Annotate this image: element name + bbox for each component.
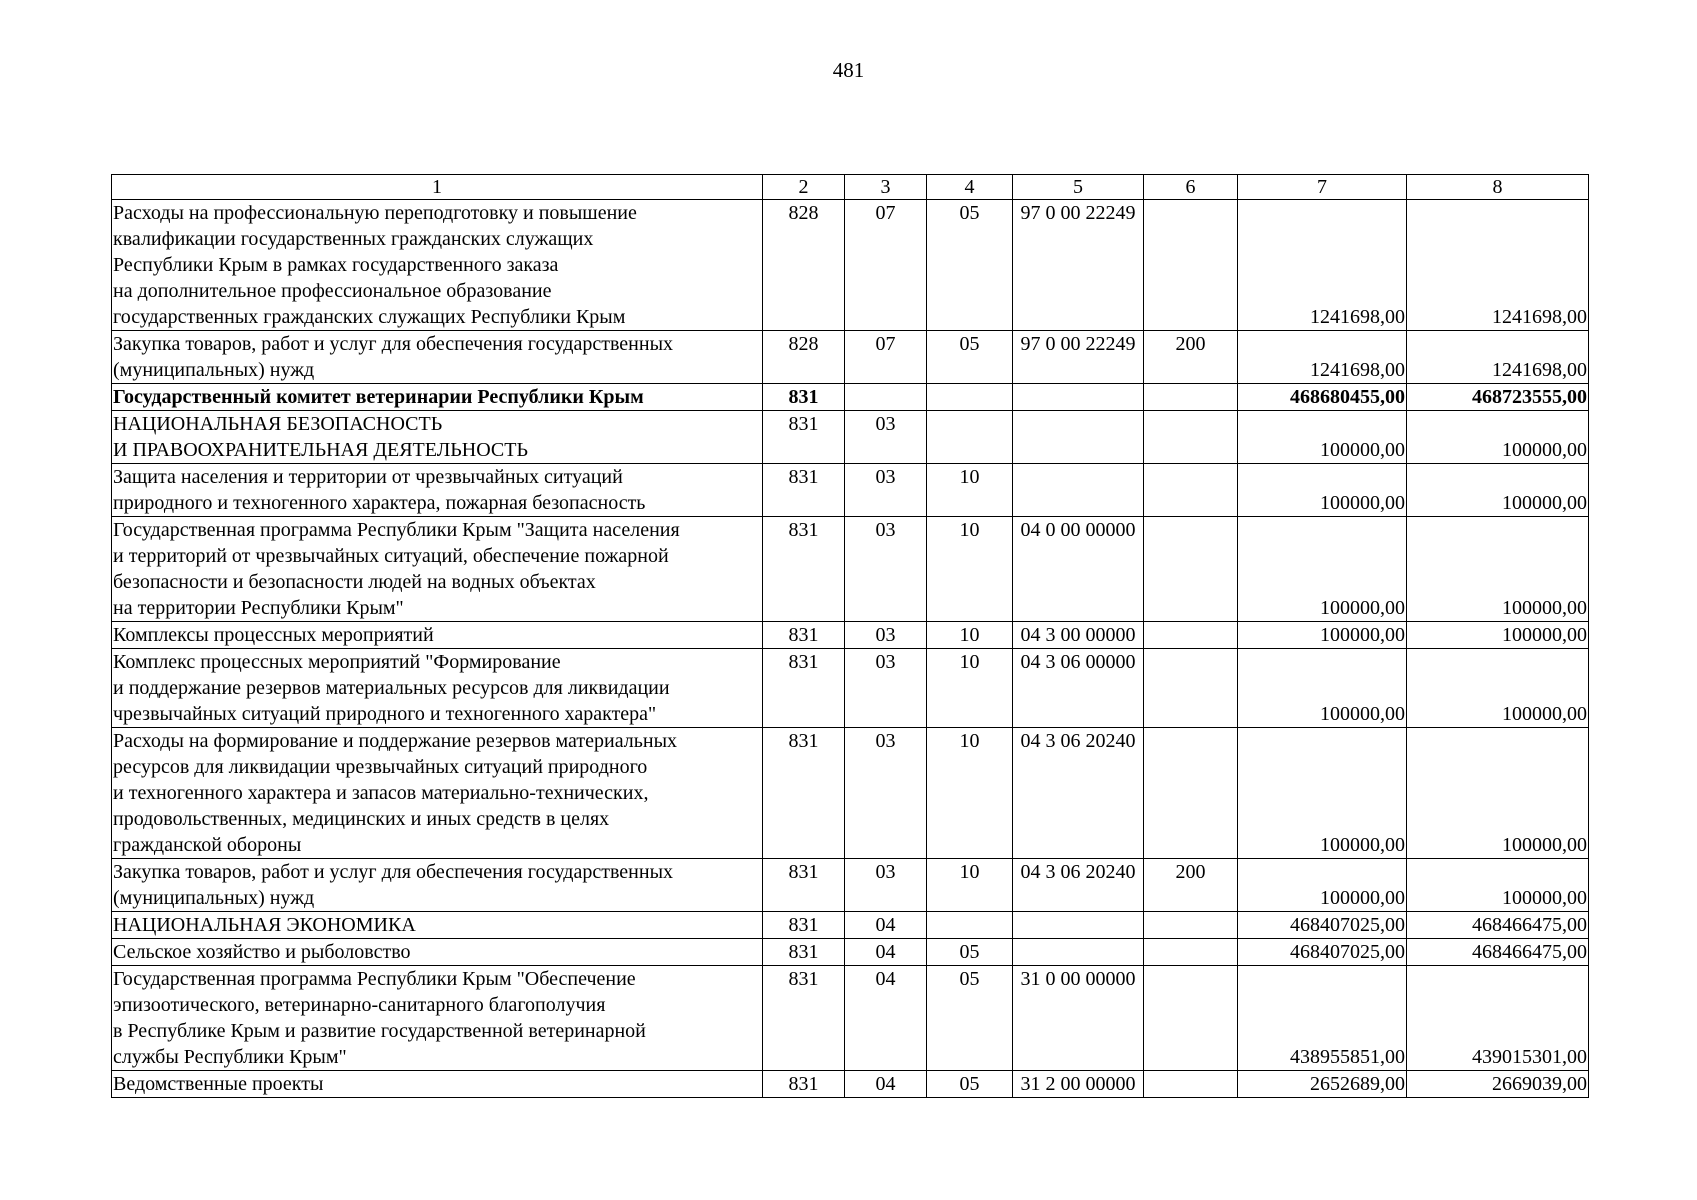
row-amount-1-cell: 1241698,00 <box>1238 331 1407 384</box>
row-amount-1-cell: 100000,00 <box>1238 649 1407 728</box>
column-header-3: 3 <box>845 175 927 200</box>
row-name-cell: Комплексы процессных мероприятий <box>112 622 763 649</box>
table-row <box>112 384 1589 411</box>
row-name-cell: Государственный комитет ветеринарии Республики Крым <box>112 384 763 411</box>
column-header-6: 6 <box>1144 175 1238 200</box>
row-subsection-cell: 05 <box>927 939 1013 966</box>
row-amount-2-cell: 100000,00 <box>1407 728 1589 859</box>
row-subsection-cell: 05 <box>927 200 1013 331</box>
row-amount-1-cell: 100000,00 <box>1238 622 1407 649</box>
row-subsection-cell: 10 <box>927 859 1013 912</box>
row-ved-cell: 828 <box>763 331 845 384</box>
row-amount-2-cell: 100000,00 <box>1407 622 1589 649</box>
row-target-article-cell <box>1013 411 1144 464</box>
row-subsection-cell: 10 <box>927 517 1013 622</box>
row-expense-type-cell <box>1144 622 1238 649</box>
row-target-article-cell: 04 3 06 00000 <box>1013 649 1144 728</box>
row-section-cell: 04 <box>845 939 927 966</box>
row-expense-type-cell <box>1144 649 1238 728</box>
row-subsection-cell: 05 <box>927 331 1013 384</box>
row-section-cell: 03 <box>845 728 927 859</box>
row-section-cell <box>845 384 927 411</box>
table-row <box>112 1071 1589 1098</box>
row-amount-1-cell: 1241698,00 <box>1238 200 1407 331</box>
row-section-cell: 03 <box>845 859 927 912</box>
table-row <box>112 939 1589 966</box>
row-section-cell: 04 <box>845 966 927 1071</box>
row-expense-type-cell <box>1144 464 1238 517</box>
column-header-7: 7 <box>1238 175 1407 200</box>
row-expense-type-cell: 200 <box>1144 331 1238 384</box>
table-row <box>112 649 1589 728</box>
table-row <box>112 728 1589 859</box>
table-row <box>112 411 1589 464</box>
row-amount-1-cell: 100000,00 <box>1238 859 1407 912</box>
row-expense-type-cell <box>1144 728 1238 859</box>
row-name-cell: НАЦИОНАЛЬНАЯ ЭКОНОМИКА <box>112 912 763 939</box>
row-target-article-cell: 97 0 00 22249 <box>1013 331 1144 384</box>
column-header-8: 8 <box>1407 175 1589 200</box>
row-amount-1-cell: 100000,00 <box>1238 464 1407 517</box>
row-amount-1-cell: 468407025,00 <box>1238 912 1407 939</box>
row-target-article-cell: 04 3 06 20240 <box>1013 859 1144 912</box>
column-header-1: 1 <box>112 175 763 200</box>
row-section-cell: 03 <box>845 464 927 517</box>
row-name-cell: Комплекс процессных мероприятий "Формирование и поддержание резервов материальных ресурсов для ликвидации чрезвычайных ситуаций природного и техногенного характера" <box>112 649 763 728</box>
row-amount-1-cell: 438955851,00 <box>1238 966 1407 1071</box>
row-amount-1-cell: 468407025,00 <box>1238 939 1407 966</box>
row-subsection-cell: 10 <box>927 728 1013 859</box>
row-ved-cell: 831 <box>763 517 845 622</box>
row-subsection-cell <box>927 384 1013 411</box>
row-ved-cell: 828 <box>763 200 845 331</box>
table-row <box>112 622 1589 649</box>
row-section-cell: 03 <box>845 622 927 649</box>
table-row <box>112 517 1589 622</box>
table-row <box>112 200 1589 331</box>
page-number: 481 <box>832 58 865 82</box>
table-row <box>112 464 1589 517</box>
table-header-row <box>112 175 1589 200</box>
row-amount-2-cell: 468723555,00 <box>1407 384 1589 411</box>
row-name-cell: Закупка товаров, работ и услуг для обеспечения государственных (муниципальных) нужд <box>112 859 763 912</box>
row-name-cell: Защита населения и территории от чрезвычайных ситуаций природного и техногенного характера, пожарная безопасность <box>112 464 763 517</box>
row-name-cell: Ведомственные проекты <box>112 1071 763 1098</box>
row-target-article-cell <box>1013 939 1144 966</box>
row-expense-type-cell <box>1144 966 1238 1071</box>
row-amount-2-cell: 468466475,00 <box>1407 912 1589 939</box>
row-section-cell: 07 <box>845 200 927 331</box>
table-row <box>112 859 1589 912</box>
table-row <box>112 912 1589 939</box>
row-expense-type-cell: 200 <box>1144 859 1238 912</box>
row-amount-1-cell: 100000,00 <box>1238 728 1407 859</box>
row-amount-2-cell: 1241698,00 <box>1407 331 1589 384</box>
row-ved-cell: 831 <box>763 966 845 1071</box>
row-target-article-cell <box>1013 384 1144 411</box>
row-amount-1-cell: 2652689,00 <box>1238 1071 1407 1098</box>
row-target-article-cell: 31 2 00 00000 <box>1013 1071 1144 1098</box>
row-ved-cell: 831 <box>763 464 845 517</box>
row-expense-type-cell <box>1144 1071 1238 1098</box>
row-ved-cell: 831 <box>763 1071 845 1098</box>
row-section-cell: 03 <box>845 411 927 464</box>
row-section-cell: 03 <box>845 517 927 622</box>
row-subsection-cell: 05 <box>927 1071 1013 1098</box>
row-amount-1-cell: 100000,00 <box>1238 517 1407 622</box>
row-amount-2-cell: 439015301,00 <box>1407 966 1589 1071</box>
row-expense-type-cell <box>1144 384 1238 411</box>
column-header-5: 5 <box>1013 175 1144 200</box>
row-name-cell: Государственная программа Республики Крым "Обеспечение эпизоотического, ветеринарно-санитарного благополучия в Республике Крым и развитие государственной ветеринарной службы Республики Крым" <box>112 966 763 1071</box>
row-amount-2-cell: 100000,00 <box>1407 517 1589 622</box>
row-target-article-cell <box>1013 912 1144 939</box>
table-body <box>112 175 1589 1098</box>
row-amount-2-cell: 2669039,00 <box>1407 1071 1589 1098</box>
row-subsection-cell <box>927 411 1013 464</box>
row-ved-cell: 831 <box>763 411 845 464</box>
row-subsection-cell: 10 <box>927 622 1013 649</box>
row-expense-type-cell <box>1144 200 1238 331</box>
table-row <box>112 331 1589 384</box>
row-ved-cell: 831 <box>763 622 845 649</box>
row-amount-1-cell: 100000,00 <box>1238 411 1407 464</box>
row-expense-type-cell <box>1144 517 1238 622</box>
row-name-cell: Государственная программа Республики Крым "Защита населения и территорий от чрезвычайных ситуаций, обеспечение пожарной безопасности и безопасности людей на водных объектах на территории Республики Крым" <box>112 517 763 622</box>
row-expense-type-cell <box>1144 912 1238 939</box>
row-ved-cell: 831 <box>763 649 845 728</box>
row-ved-cell: 831 <box>763 384 845 411</box>
row-target-article-cell: 97 0 00 22249 <box>1013 200 1144 331</box>
row-section-cell: 07 <box>845 331 927 384</box>
row-expense-type-cell <box>1144 411 1238 464</box>
row-target-article-cell: 31 0 00 00000 <box>1013 966 1144 1071</box>
row-amount-2-cell: 1241698,00 <box>1407 200 1589 331</box>
row-name-cell: Сельское хозяйство и рыболовство <box>112 939 763 966</box>
row-expense-type-cell <box>1144 939 1238 966</box>
row-name-cell: Закупка товаров, работ и услуг для обеспечения государственных (муниципальных) нужд <box>112 331 763 384</box>
column-header-2: 2 <box>763 175 845 200</box>
row-subsection-cell: 10 <box>927 649 1013 728</box>
row-amount-2-cell: 100000,00 <box>1407 859 1589 912</box>
budget-table <box>111 174 1589 1098</box>
row-name-cell: НАЦИОНАЛЬНАЯ БЕЗОПАСНОСТЬ И ПРАВООХРАНИТЕЛЬНАЯ ДЕЯТЕЛЬНОСТЬ <box>112 411 763 464</box>
row-amount-2-cell: 468466475,00 <box>1407 939 1589 966</box>
row-section-cell: 03 <box>845 649 927 728</box>
row-target-article-cell <box>1013 464 1144 517</box>
row-subsection-cell: 10 <box>927 464 1013 517</box>
table-row <box>112 966 1589 1071</box>
row-ved-cell: 831 <box>763 939 845 966</box>
row-section-cell: 04 <box>845 1071 927 1098</box>
row-ved-cell: 831 <box>763 912 845 939</box>
row-amount-2-cell: 100000,00 <box>1407 464 1589 517</box>
row-ved-cell: 831 <box>763 859 845 912</box>
row-amount-2-cell: 100000,00 <box>1407 649 1589 728</box>
row-target-article-cell: 04 0 00 00000 <box>1013 517 1144 622</box>
row-target-article-cell: 04 3 06 20240 <box>1013 728 1144 859</box>
row-section-cell: 04 <box>845 912 927 939</box>
row-subsection-cell <box>927 912 1013 939</box>
row-name-cell: Расходы на формирование и поддержание резервов материальных ресурсов для ликвидации чрезвычайных ситуаций природного и техногенного характера и запасов материально-технических, продовольственных, медицинских и иных средств в целях гражданской обороны <box>112 728 763 859</box>
row-subsection-cell: 05 <box>927 966 1013 1071</box>
row-ved-cell: 831 <box>763 728 845 859</box>
row-target-article-cell: 04 3 00 00000 <box>1013 622 1144 649</box>
row-amount-1-cell: 468680455,00 <box>1238 384 1407 411</box>
column-header-4: 4 <box>927 175 1013 200</box>
row-amount-2-cell: 100000,00 <box>1407 411 1589 464</box>
row-name-cell: Расходы на профессиональную переподготовку и повышение квалификации государственных гражданских служащих Республики Крым в рамках государственного заказа на дополнительное профессиональное образование государственных гражданских служащих Республики Крым <box>112 200 763 331</box>
